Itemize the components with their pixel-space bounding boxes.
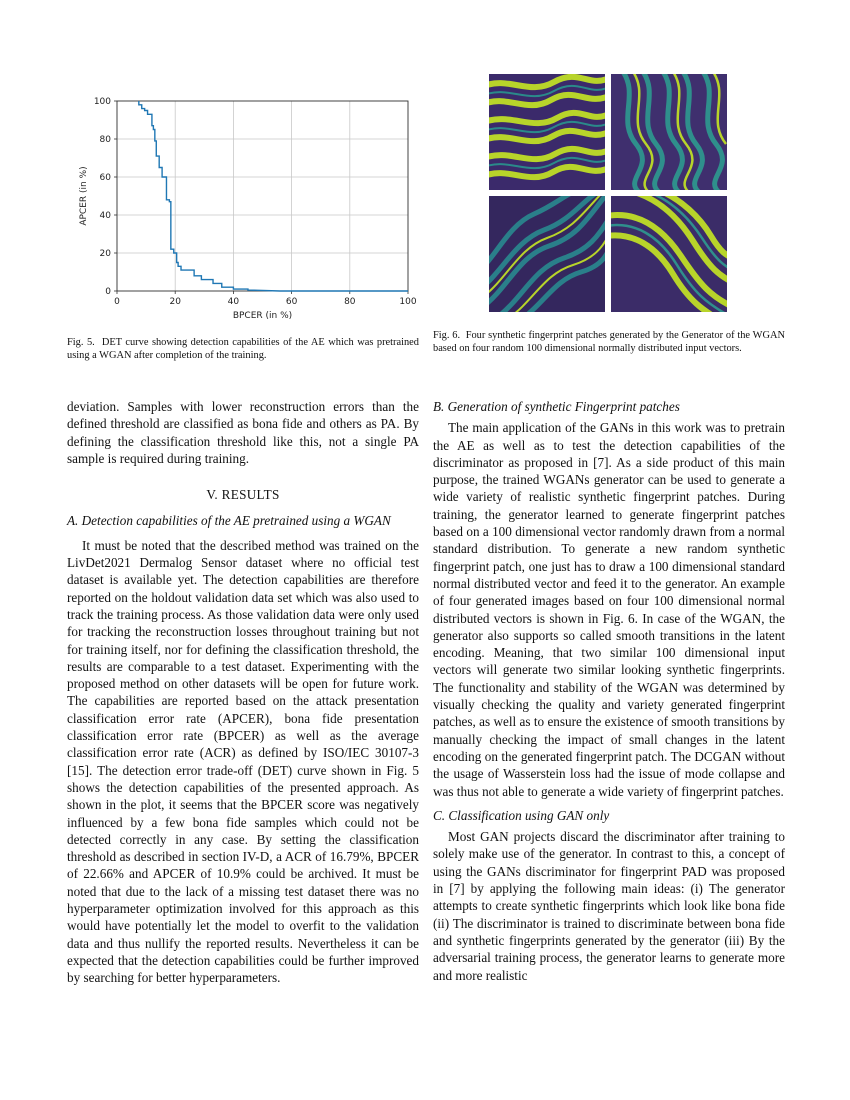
subsection-b-heading: B. Generation of synthetic Fingerprint patches	[433, 399, 680, 414]
y-axis-label: APCER (in %)	[79, 166, 89, 226]
subsection-c-heading: C. Classification using GAN only	[433, 807, 610, 823]
x-tick-label: 40	[227, 297, 240, 307]
fingerprint-patch-4	[611, 196, 727, 312]
y-tick-label: 40	[99, 211, 111, 221]
fig6-caption-label: Fig. 6.	[433, 330, 461, 341]
x-axis-label: BPCER (in %)	[232, 311, 293, 321]
x-tick-label: 80	[344, 297, 356, 307]
section-title-results: V. RESULTS	[206, 487, 280, 503]
x-tick-label: 60	[285, 297, 298, 307]
fig5-caption	[67, 337, 419, 362]
det-curve-line	[139, 101, 408, 291]
fig6-caption-text: Four synthetic fingerprint patches generated by the Generator of the WGAN based on four random 100 dimensional normally distributed input vectors.	[433, 330, 785, 354]
fingerprint-patch-3	[489, 196, 605, 312]
right-paragraph-generation: The main application of the GANs in this work was to pretrain the AE as well as to test the detection capabilities of the discriminator as proposed in [7]. As a side product of this main purpose, the trained WGANs generator can be used to generate a wide variety of realistic synthetic fingerprint patches. During training, the generator learned to generate fingerprint patches based on a 100 dimensional vector randomly drawn from a normal standard distribution. To generate a new random synthetic fingerprint patch, one just has to draw a 100 dimensional standard normal distributed vector and feed it to the generator. An example of four generated images based on four 100 dimensional normal distributed vectors is shown in Fig. 6. In case of the WGAN, the generator also supports so called smooth transitions in the latent encoding. Meaning, that two similar 100 dimensional input vectors will generate two similar looking synthetic fingerprints. The functionality and stability of the WGAN was determined by visually checking the quality and variety generated fingerprint patches, as well as to ensure the existence of smooth transitions by manually checking the impact of small changes in the latent encoding on the generated fingerprint patch. The DCGAN without the usage of Wasserstein loss had the issue of mode collapse and was thus not able to generate a wide variety of fingerprint patches.	[433, 420, 785, 799]
left-paragraph-detection: It must be noted that the described method was trained on the LivDet2021 Dermalog Sensor dataset where no official test dataset is available yet. The detection capabilities are therefore reported on the holdout validation data set which was also used to track the training process. As those validation data were only used for tracking the reconstruction losses throughout training but not for training itself, nor for defining the classification threshold, the results are comparable to a test dataset. Experimenting with the proposed method on other datasets will be open for future work. The capabilities are reported based on the attack presentation classification error rate (APCER), bona fide presentation classification error rate (BPCER) as well as the average classification error rate (ACR) as defined by ISO/IEC 30107-3 [15]. The detection error trade-off (DET) curve shown in Fig. 5 shows the detection capabilities of the presented approach. As shown in the plot, it seems that the BPCER score was negatively influenced by a few bona fide samples which could not be detected correctly in any case. By setting the classification threshold as described in section IV-D, a ACR of 16.79%, BPCER of 22.66% and APCER of 10.9% could be archived. It must be noted that due to the lack of a missing test dataset there was no hyperparameter optimization involved for this approach as this would have potentially let the model to overfit to the validation data and thus nullify the reported results. Nevertheless it can be expected that the detection capabilities could be further improved by searching for better hyperparameters.	[67, 537, 419, 986]
x-tick-label: 100	[399, 297, 417, 307]
right-column	[433, 398, 785, 984]
x-tick-label: 20	[169, 297, 181, 307]
fig6-caption	[433, 330, 785, 355]
left-paragraph-continuation: deviation. Samples with lower reconstruction errors than the defined threshold are classified as bona fide and others as PA. By defining the classification threshold like this, not a single PA sample is required during training.	[67, 399, 419, 466]
y-tick-label: 100	[93, 97, 111, 107]
subsection-a-heading: A. Detection capabilities of the AE pretrained using a WGAN	[67, 513, 391, 529]
plot-frame	[117, 101, 408, 291]
fingerprint-patch-2	[611, 74, 727, 190]
fig5-caption-label: Fig. 5.	[67, 337, 95, 348]
y-tick-label: 80	[99, 135, 111, 145]
y-tick-label: 20	[99, 249, 111, 259]
fingerprint-patch-1	[489, 74, 605, 190]
left-column	[67, 398, 419, 987]
det-curve-chart	[70, 88, 420, 323]
y-tick-label: 60	[99, 173, 111, 183]
right-paragraph-classification: Most GAN projects discard the discriminator after training to solely make use of the generator. In contrast to this, a concept of using the GANs discriminator for fingerprint PAD was proposed in [7] by applying the following main ideas: (i) The generator attempts to create synthetic fingerprints which look like bona fide (ii) The discriminator is trained to discriminate between bona fide and synthetic fingerprints generated by the generator (iii) By the adversarial training process, the generator learns to generate more and more realistic	[433, 829, 785, 983]
fig5-caption-text: DET curve showing detection capabilities of the AE which was pretrained using a WGAN after completion of the training.	[67, 337, 419, 361]
x-tick-label: 0	[114, 297, 120, 307]
y-tick-label: 0	[105, 287, 111, 297]
